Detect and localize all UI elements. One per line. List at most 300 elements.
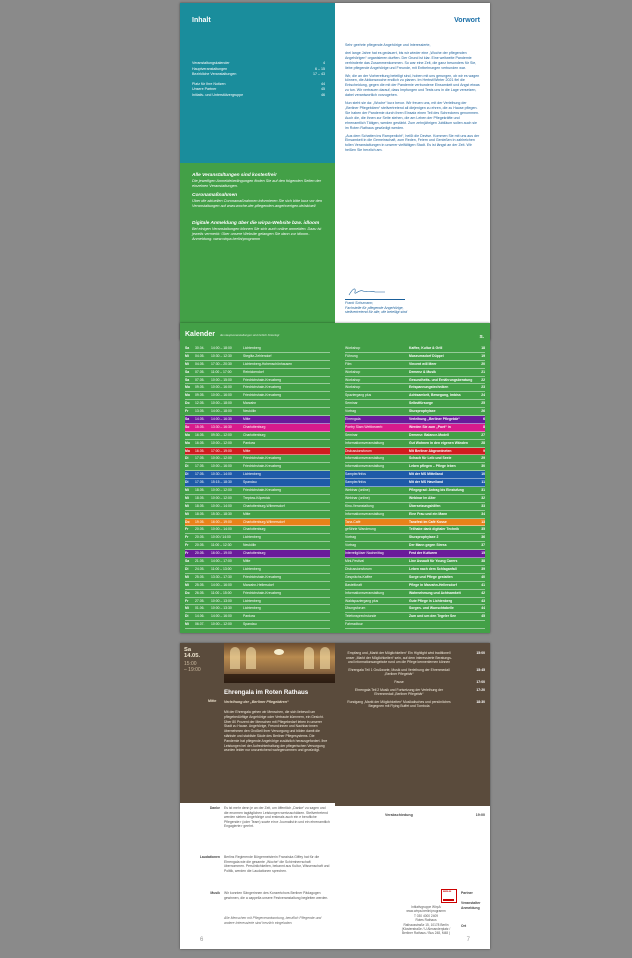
info-heading: Coronamaßnahmen bbox=[192, 193, 238, 198]
info-heading: Digitale Anmeldung über die wirpa-Website bzw. idloom bbox=[192, 221, 320, 226]
calendar-type: Workshop bbox=[345, 377, 361, 382]
calendar-place: Charlottenburg-Wilmersdorf bbox=[243, 519, 285, 524]
calendar-date: 24.05. bbox=[195, 566, 205, 571]
calendar-weekday: Mi bbox=[185, 606, 189, 611]
calendar-title: Entspannungstechniken bbox=[409, 385, 449, 390]
kalender-title: Kalender bbox=[185, 331, 215, 338]
calendar-title: Museumsdorf Düppel bbox=[409, 353, 444, 358]
label-anmeldung: Anmeldung bbox=[461, 906, 480, 910]
calendar-weekday: Mi bbox=[185, 574, 189, 579]
toc-label: Initiativ- und Unterstützergruppe bbox=[192, 92, 244, 97]
calendar-date: 25.05. bbox=[195, 582, 205, 587]
calendar-row bbox=[185, 550, 330, 558]
calendar-row bbox=[345, 455, 485, 463]
calendar-row bbox=[185, 448, 330, 456]
calendar-row bbox=[345, 432, 485, 440]
calendar-row bbox=[345, 519, 485, 527]
calendar-weekday: Di bbox=[185, 464, 189, 469]
calendar-row bbox=[185, 377, 330, 385]
calendar-row bbox=[345, 542, 485, 550]
calendar-row bbox=[345, 566, 485, 574]
calendar-time: 11:00 – 17:00 bbox=[211, 369, 232, 374]
signature-name: Frank Schumann, bbox=[345, 301, 374, 305]
calendar-type: Informationsveranstaltung bbox=[345, 464, 385, 469]
calendar-place: Pankow bbox=[243, 614, 256, 619]
calendar-title: Verleihung „Berliner Pflegebär“ bbox=[409, 417, 460, 422]
calendar-place: Charlottenburg bbox=[243, 432, 266, 437]
toc-label: Veranstaltungskalender bbox=[192, 61, 230, 65]
calendar-date: 21.05. bbox=[195, 559, 205, 564]
event-info-text: Alle Menschen mit Pflegeverantwortung, beruflich Pflegende und andere Interessierte sind herzlich eingeladen. bbox=[224, 916, 322, 925]
calendar-weekday: Mi bbox=[185, 503, 189, 508]
event-left-page bbox=[180, 643, 335, 949]
calendar-date: 04.05. bbox=[195, 353, 205, 358]
organizer-line: Initiativgruppe WirpA bbox=[411, 905, 441, 909]
calendar-page: 6 bbox=[483, 417, 485, 422]
calendar-title: Eine Frau und ein Mann bbox=[409, 511, 448, 516]
calendar-row bbox=[185, 519, 330, 527]
calendar-place: Lichtenberg bbox=[243, 606, 261, 611]
program-item bbox=[345, 680, 485, 685]
calendar-row bbox=[345, 408, 485, 416]
calendar-row bbox=[345, 550, 485, 558]
calendar-row bbox=[345, 479, 485, 487]
calendar-row bbox=[185, 542, 330, 550]
calendar-time: 14:00 – 17:00 bbox=[211, 559, 232, 564]
calendar-weekday: Di bbox=[185, 472, 189, 477]
calendar-row bbox=[345, 534, 485, 542]
calendar-time: 10:00 – 13:30 bbox=[211, 606, 232, 611]
program-time: 17:00 bbox=[476, 679, 485, 684]
calendar-time: 16:00 – 19:00 bbox=[211, 551, 232, 556]
calendar-row bbox=[185, 479, 330, 487]
organizer-block bbox=[395, 905, 457, 936]
calendar-weekday: Fr bbox=[185, 409, 189, 414]
calendar-date: 19.05. bbox=[195, 519, 205, 524]
calendar-title: Der Mann gegen Stress bbox=[409, 543, 447, 548]
program-item bbox=[345, 688, 485, 697]
calendar-weekday: Mi bbox=[185, 495, 189, 500]
program-text: Empfang und „Markt der Möglichkeiten“ Ein Highlight wird traditionell unser „Markt der Möglichkeiten“ sein, auf dem interessierte Beratungs- und Informationsangebote rund um die Pflege kennenlernen können bbox=[346, 651, 452, 665]
event-right-page bbox=[335, 643, 490, 949]
calendar-date: 07.05. bbox=[195, 369, 205, 374]
calendar-row bbox=[185, 503, 330, 511]
calendar-page: 30 bbox=[481, 464, 485, 469]
calendar-page: 38 bbox=[481, 559, 485, 564]
calendar-title: Selbstfürsorge bbox=[409, 401, 433, 406]
calendar-weekday: Do bbox=[185, 590, 190, 595]
calendar-title: Pflege in Marzahn-Hellersdorf bbox=[409, 582, 457, 587]
calendar-date: 18.05. bbox=[195, 488, 205, 493]
calendar-title: Sturzprophylaxe bbox=[409, 409, 436, 414]
calendar-time: 10:30 – 12:30 bbox=[211, 353, 232, 358]
calendar-title: Leben nach dem Schlaganfall bbox=[409, 566, 457, 571]
calendar-page: 22 bbox=[481, 377, 485, 382]
calendar-row bbox=[345, 463, 485, 471]
calendar-weekday: Do bbox=[185, 519, 190, 524]
calendar-row bbox=[185, 495, 330, 503]
organizer-line: Rathausstraße 15, 10178 Berlin bbox=[403, 922, 449, 927]
calendar-time: 10:00 – 16:00 bbox=[211, 393, 232, 398]
calendar-row bbox=[185, 526, 330, 534]
event-title: Ehrengala im Roten Rathaus bbox=[224, 689, 309, 696]
calendar-row bbox=[345, 448, 485, 456]
calendar-time: 10:00 – 14:00 bbox=[211, 503, 232, 508]
calendar-time: 10:30 – 14:00 bbox=[211, 472, 232, 477]
calendar-row bbox=[345, 377, 485, 385]
event-date bbox=[184, 647, 200, 659]
calendar-place: Lichtenberg bbox=[243, 566, 261, 571]
program-panel bbox=[335, 643, 490, 806]
calendar-place: Lichtenberg bbox=[243, 535, 261, 540]
calendar-title: Gesundheits- und Ernährungsberatung bbox=[409, 377, 473, 382]
calendar-type: Diskussionsforum bbox=[345, 566, 372, 571]
calendar-type: Vortrag bbox=[345, 543, 356, 548]
calendar-page: 26 bbox=[481, 409, 485, 414]
toc-label: Bezirkliche Veranstaltungen bbox=[192, 72, 237, 77]
calendar-date: 15.05. bbox=[195, 424, 205, 429]
event-intro: Mit der Ehrengala gehen wir Menschen, die sich liebevoll um pflegebedürftige Angehörige oder Vertraute kümmern, ein Gesicht. Über 80 Prozent der Menschen mit Pflegebedarf leben in unserer Stadt zu Hause. Angehörige, Freund:innen und Nachbar:innen übernehmen den Großteil ihrer Versorgung und bilden damit die stärkste und stabilste Säule des Berliner Pflegesystems. Die Pandemie hat pflegende Angehörige zusätzlich herausgefordert. Ihre Leistungen bei der Aufrechterhaltung der pflegerischen Versorgung wurden leider nur unzureichend wahrgenommen und gewürdigt. bbox=[224, 710, 328, 753]
calendar-title: Demenz & Musik bbox=[409, 369, 436, 374]
calendar-row bbox=[185, 416, 330, 424]
calendar-date: 20.05. bbox=[195, 535, 205, 540]
info-box-green bbox=[180, 163, 335, 340]
event-info-text: Es ist mehr denn je an der Zeit, um öffentlich „Danke“ zu sagen und die enormen tagtäglichen Leistungen wertzuschätzen. Stellvertretend werden sieben Angehörige und erstmals auch ein e berufliche Pflegende:r (oder Team) sowie ein:e Journalist:in und ein ehrenamtlich Engagierte:r geehrt. bbox=[224, 806, 330, 829]
calendar-place: Friedrichshain-Kreuzberg bbox=[243, 464, 282, 469]
calendar-row bbox=[185, 369, 330, 377]
info-text: Über die aktuellen Coronamaßnahmen informieren Sie sich bitte kurz vor den Veranstaltungen auf www.woche-der-pflegenden-angehoerigen.de/aktuell bbox=[192, 199, 323, 208]
calendar-row bbox=[185, 613, 330, 621]
calendar-type: Waldspaziergang plus bbox=[345, 598, 379, 603]
event-info-label: Laudationen bbox=[199, 855, 220, 859]
calendar-page: 42 bbox=[481, 590, 485, 595]
event-info-label: Danke bbox=[209, 806, 220, 810]
calendar-weekday: Fr bbox=[185, 535, 189, 540]
calendar-weekday: Mo bbox=[185, 393, 190, 398]
calendar-title: Kaffee, Kultur & Grill bbox=[409, 346, 443, 350]
spread-inhalt-vorwort bbox=[180, 3, 490, 340]
calendar-page: 45 bbox=[481, 614, 485, 619]
calendar-page: 27 bbox=[481, 432, 485, 437]
program-text: Ehrengala Teil 2 Musik und Fortsetzung der Verleihung der Ehrenmedail „Berliner Pflegebär“ bbox=[354, 687, 444, 697]
calendar-type: Ehrengala bbox=[345, 417, 361, 422]
calendar-title: Fest der Kulturen bbox=[409, 551, 438, 556]
calendar-type: Informationsveranstaltung bbox=[345, 456, 385, 461]
event-time-from: 15:00 bbox=[184, 661, 197, 667]
calendar-title: Sorgen- und Wunschtabelle bbox=[409, 606, 454, 611]
calendar-place: Marzahn-Hellersdorf bbox=[243, 582, 274, 587]
kalender-right-page bbox=[340, 323, 490, 633]
calendar-title: Teilhabe dank digitaler Technik bbox=[409, 527, 459, 532]
program-text: Rundgang „Markt der Möglichkeiten“ Musikalisches und persönliches Begegnen mit Flying Buffet und Tombola bbox=[347, 699, 451, 709]
signature-block bbox=[345, 301, 407, 315]
calendar-type: Vortrag bbox=[345, 535, 356, 540]
calendar-title: Mit der MS Mittelland bbox=[409, 472, 443, 477]
calendar-page: 43 bbox=[481, 598, 485, 603]
kalender-subtitle: die Hauptveranstaltungen sind farbich hinterlegt bbox=[220, 333, 280, 337]
info-text: Bei einigen Veranstaltungen können Sie sich auch online anmelden. Dazu ist jeweils vermerkt: Über unsere Website gelangen Sie dann zur idloom-Anmeldung. www.wirpa.berlin/programm bbox=[192, 227, 322, 241]
calendar-page: 8 bbox=[483, 424, 485, 429]
calendar-page: 23 bbox=[481, 385, 485, 390]
calendar-row bbox=[185, 487, 330, 495]
calendar-title: Vincent will Meer bbox=[409, 361, 437, 366]
calendar-weekday: Mo bbox=[185, 432, 190, 437]
calendar-time: 15:15 – 18:30 bbox=[211, 480, 232, 485]
calendar-row bbox=[185, 471, 330, 479]
calendar-type: Webinar (online) bbox=[345, 495, 370, 500]
kalender-event-list bbox=[345, 345, 485, 629]
calendar-row bbox=[185, 408, 330, 416]
program-text: Pause bbox=[394, 679, 404, 684]
calendar-place: Friedrichshain-Kreuzberg bbox=[243, 488, 282, 493]
calendar-page: 15 bbox=[481, 551, 485, 556]
calendar-type: Seminar bbox=[345, 432, 358, 437]
calendar-row bbox=[345, 605, 485, 613]
calendar-time: 14:00 – 16:00 bbox=[211, 582, 232, 587]
calendar-place: Friedrichshain-Kreuzberg bbox=[243, 574, 282, 579]
calendar-row bbox=[345, 613, 485, 621]
toc-label: Platz für Ihre Notizen bbox=[192, 81, 226, 86]
calendar-row bbox=[185, 534, 330, 542]
calendar-place: Steglitz-Zehlendorf bbox=[243, 353, 272, 358]
calendar-place: Pankow bbox=[243, 440, 256, 445]
calendar-place: Lichtenberg-Hohenschönhausen bbox=[243, 361, 293, 366]
vorwort-title: Vorwort bbox=[454, 17, 480, 24]
calendar-page: 20 bbox=[481, 361, 485, 366]
calendar-page: 19 bbox=[481, 353, 485, 358]
page-column-header: S. bbox=[479, 335, 484, 340]
calendar-place: Charlottenburg-Wilmersdorf bbox=[243, 503, 285, 508]
calendar-date: 18.05. bbox=[195, 511, 205, 516]
calendar-date: 20.05. bbox=[195, 543, 205, 548]
vorwort-text bbox=[345, 43, 480, 156]
calendar-weekday: Fr bbox=[185, 551, 189, 556]
calendar-time: 13:30 – 17:30 bbox=[211, 574, 232, 579]
calendar-row bbox=[345, 526, 485, 534]
program-time: 15:45 bbox=[476, 667, 485, 672]
calendar-row bbox=[185, 455, 330, 463]
calendar-weekday: Sa bbox=[185, 377, 190, 382]
event-info-text: Berlins Regierende Bürgermeisterin Franziska Giffey hat für die Ehrengala wie die gesamte „Woche“ die Schirmherrschaft übernommen. Persönlichkeiten, bekannt aus Kultur, Wissenschaft und Politik, werden die Laudationen sprechen. bbox=[224, 855, 330, 873]
calendar-weekday: Sa bbox=[185, 417, 190, 422]
calendar-place: Lichtenberg bbox=[243, 598, 261, 603]
calendar-row bbox=[345, 471, 485, 479]
calendar-time: 16:00 – 19:00 bbox=[211, 519, 232, 524]
toc-page: 45 bbox=[321, 87, 325, 92]
calendar-type: Workshop bbox=[345, 346, 361, 350]
calendar-time: 10:00 – 12:00 bbox=[211, 488, 232, 493]
calendar-time: 10:00 – 18:00 bbox=[211, 401, 232, 406]
calendar-date: 25.05. bbox=[195, 574, 205, 579]
signature-role: Fachstelle für pflegende Angehörige, bbox=[345, 305, 404, 310]
calendar-page: 44 bbox=[481, 606, 485, 611]
calendar-time: 10:00 – 12:00 bbox=[211, 440, 232, 445]
calendar-page: 28 bbox=[481, 440, 485, 445]
toc-page: 17 – 43 bbox=[313, 72, 325, 77]
calendar-type: Spaziergang plus bbox=[345, 393, 372, 398]
calendar-date: 20.05. bbox=[195, 527, 205, 532]
calendar-row bbox=[345, 558, 485, 566]
event-info-label: Musik bbox=[210, 891, 220, 895]
calendar-page: 21 bbox=[481, 369, 485, 374]
label-partner: Partner bbox=[461, 891, 473, 895]
calendar-date: 17.05. bbox=[195, 456, 205, 461]
calendar-date: 17.05. bbox=[195, 464, 205, 469]
calendar-row bbox=[345, 392, 485, 400]
calendar-page: 33 bbox=[481, 503, 485, 508]
calendar-title: Webinar Im Alter bbox=[409, 495, 436, 500]
calendar-time: 13:30 – 16:30 bbox=[211, 424, 232, 429]
calendar-title: Leben pflegen – Pflege leben bbox=[409, 464, 456, 469]
calendar-type: geführte Wanderung bbox=[345, 527, 376, 532]
event-photo bbox=[224, 643, 335, 683]
page-number: 6 bbox=[200, 937, 204, 943]
calendar-row bbox=[185, 384, 330, 392]
calendar-row bbox=[185, 440, 330, 448]
calendar-type: Informationsveranstaltung bbox=[345, 590, 385, 595]
calendar-weekday: Fr bbox=[185, 598, 189, 603]
calendar-row bbox=[185, 621, 330, 629]
calendar-title: Mit Berliner Abgeordneten bbox=[409, 448, 452, 453]
calendar-date: 17.05. bbox=[195, 480, 205, 485]
program-time: 18:30 bbox=[476, 699, 485, 704]
vorwort-paragraph: Nun steht sie da: „Woche“ kurz bevor. Wir freuen uns, mit der Verleihung der „Berliner Pflegebären“ stellvertretend all diejenigen zu ehren, die zu Hause pflegen. Sie haben der Pandemie durch ihren Einsatz einen Teil des Schreckens genommen. Auch die, die ihnen zur Seite stehen, die am Leben der Pflegekräfte und ehrenamtlich Tätigen, werden gestärkt. Zum zehnjährigen Jubiläum sollen auch sie im Roten Rathaus gewürdigt werden. bbox=[345, 101, 479, 130]
spread-kalender bbox=[180, 323, 490, 633]
calendar-place: Neukölln bbox=[243, 409, 257, 414]
calendar-type: Basteltkraft bbox=[345, 582, 362, 587]
calendar-place: Lichtenberg bbox=[243, 472, 261, 477]
page-number: 7 bbox=[466, 937, 470, 943]
calendar-time: 11:00 – 13:00 bbox=[211, 566, 232, 571]
calendar-time: 14:00 – 18:00 bbox=[211, 346, 232, 350]
calendar-row bbox=[345, 598, 485, 606]
calendar-type: Informationsveranstaltung bbox=[345, 440, 385, 445]
verabschiedung-time: 19:00 bbox=[475, 813, 485, 817]
calendar-type: Workshop bbox=[345, 369, 361, 374]
calendar-page: 37 bbox=[481, 543, 485, 548]
calendar-place: Neukölln bbox=[243, 543, 257, 548]
info-heading: Alle Veranstaltungen sind kostenfrei! bbox=[192, 173, 277, 178]
calendar-row bbox=[345, 574, 485, 582]
calendar-type: Diskussionsforum bbox=[345, 448, 372, 453]
calendar-page: 18 bbox=[481, 346, 485, 350]
calendar-row bbox=[185, 511, 330, 519]
calendar-time: 10:00 – 16:00 bbox=[211, 385, 232, 390]
vorwort-paragraph: Wir, die an der Vorbereitung beteiligt sind, hoben mit uns gerungen, ob wir es wagen können, die Aktionswoche endlich zu planen. Im Herbst/Winter 2021 fiel die Entscheidung, gegen die mit der Pandemie verbundene Einsamkeit und Angst etwas zu tun. Wir vertrauen darauf, dass Impfungen und Tests uns in die Lage versetzen, dabei verantwortlich vorzugehen. bbox=[345, 73, 480, 98]
calendar-type: Führung bbox=[345, 353, 358, 358]
calendar-place: Friedrichshain-Kreuzberg bbox=[243, 456, 282, 461]
calendar-place: Treptow-Köpenick bbox=[243, 495, 271, 500]
calendar-type: Mini-Festival bbox=[345, 559, 365, 564]
toc-title: Inhalt bbox=[192, 17, 211, 24]
program-item bbox=[345, 668, 485, 677]
calendar-type: Fahrradtour bbox=[345, 622, 363, 627]
vorwort-paragraph: drei lange Jahre hat es gedauert, bis wir wieder eine „Woche der pflegenden Angehörigen“ organisieren durften. Der Grund ist klar. Eine weltweite Pandemie verhinderte das Zusammenkommen. So war eine Zeit, die ganz besonders für Sie, liebe pflegende Angehörige und Freunde, mit Entbehrungen verbunden war. bbox=[345, 50, 477, 70]
calendar-time: 17:00 – 19:00 bbox=[211, 448, 232, 453]
toc-label: Unsere Partner bbox=[192, 87, 217, 92]
calendar-title: Gute Pflege in Lichtenberg bbox=[409, 598, 453, 603]
toc-item bbox=[192, 93, 325, 99]
calendar-date: 27.05. bbox=[195, 598, 205, 603]
calendar-time: 10:00 – 12:00 bbox=[211, 622, 232, 627]
calendar-place: Lichtenberg bbox=[243, 346, 261, 350]
info-text: Die jeweiligen Anmeldebedingungen finden Sie auf den folgenden Seiten der einzelnen Veranstaltungen. bbox=[192, 179, 322, 188]
calendar-type: Vortrag bbox=[345, 409, 356, 414]
calendar-date: 01.06. bbox=[195, 606, 205, 611]
calendar-row bbox=[185, 463, 330, 471]
calendar-place: Friedrichshain-Kreuzberg bbox=[243, 590, 282, 595]
calendar-weekday: Mi bbox=[185, 622, 189, 627]
calendar-type: Seminar bbox=[345, 401, 358, 406]
program-text: Ehrengala Teil 1 Grußworte, Musik und Verleihung der Ehrenmedail „Berliner Pflegebär“ bbox=[348, 667, 450, 677]
program-list bbox=[345, 651, 485, 712]
calendar-time: 10:00 – 15:00 bbox=[211, 377, 232, 382]
calendar-time: 10:00 – 14:00 bbox=[211, 527, 232, 532]
calendar-time: 10:00 – 12:00 bbox=[211, 456, 232, 461]
event-district: Mitte bbox=[208, 699, 217, 703]
calendar-weekday: Mi bbox=[185, 488, 189, 493]
calendar-time: 14:00 – 16:00 bbox=[211, 614, 232, 619]
calendar-page: 25 bbox=[481, 401, 485, 406]
calendar-date: 04.05. bbox=[195, 361, 205, 366]
calendar-type: Workshop bbox=[345, 385, 361, 390]
event-header-panel bbox=[180, 643, 335, 803]
calendar-date: 07.05. bbox=[195, 377, 205, 382]
calendar-time: 14:00 – 16:30 bbox=[211, 417, 232, 422]
calendar-weekday: Mo bbox=[185, 440, 190, 445]
calendar-weekday: Di bbox=[185, 614, 189, 619]
calendar-title: Wahrnehmung und Achtsamkeit bbox=[409, 590, 461, 595]
calendar-type: Interreligiöser Nachmittag bbox=[345, 551, 384, 556]
calendar-row bbox=[345, 590, 485, 598]
calendar-type: Film bbox=[345, 361, 352, 366]
organizer-line: T 030 4000 2409 bbox=[413, 913, 439, 918]
event-date-value: 14.05. bbox=[184, 653, 201, 660]
spread-ehrengala bbox=[180, 643, 490, 949]
calendar-time: 10:00 – 16:00 bbox=[211, 464, 232, 469]
calendar-row bbox=[185, 353, 330, 361]
calendar-time: 11:00 – 15:00 bbox=[211, 590, 232, 595]
vorwort-paragraph: „Aus dem Schatten ins Rampenlicht“, heißt die Devise. Kommen Sie mit uns aus der Einsamkeit in die Gemeinschaft, zum Reden, Feiern und Genießen in zahlreichen tollen Veranstaltungen in unserer vielfältigen Stadt. Es ist längst an der Zeit. Wir heißen Sie herzlich am. bbox=[345, 133, 480, 153]
calendar-place: Marzahn bbox=[243, 401, 257, 406]
calendar-title: Sturzprophylaxe 2 bbox=[409, 535, 439, 540]
calendar-date: 16.05. bbox=[195, 448, 205, 453]
calendar-date: 18.05. bbox=[195, 495, 205, 500]
calendar-page: 11 bbox=[481, 480, 485, 485]
kalender-date-list bbox=[185, 345, 330, 629]
program-time: 17:20 bbox=[476, 687, 485, 692]
calendar-row bbox=[185, 566, 330, 574]
verabschiedung-label: Verabschiedung bbox=[385, 813, 413, 817]
calendar-title: Mit der MS Havelland bbox=[409, 480, 444, 485]
signature-image bbox=[347, 286, 387, 298]
calendar-type: Poetry Slam Wettbewerb bbox=[345, 424, 383, 429]
calendar-page: 24 bbox=[481, 393, 485, 398]
calendar-date: 16.05. bbox=[195, 440, 205, 445]
calendar-row bbox=[345, 361, 485, 369]
calendar-page: 34 bbox=[481, 511, 485, 516]
calendar-row bbox=[345, 495, 485, 503]
toc-page: 4 bbox=[323, 61, 325, 65]
calendar-place: Friedrichshain-Kreuzberg bbox=[243, 385, 282, 390]
calendar-page: 9 bbox=[483, 448, 485, 453]
calendar-date: 06.07. bbox=[195, 622, 205, 627]
label-veranstalter: Veranstalter bbox=[461, 901, 481, 905]
calendar-page: 41 bbox=[481, 582, 485, 587]
toc-label: Hauptveranstaltungen bbox=[192, 66, 228, 71]
toc-list bbox=[192, 61, 325, 99]
calendar-date: 18.05. bbox=[195, 503, 205, 508]
